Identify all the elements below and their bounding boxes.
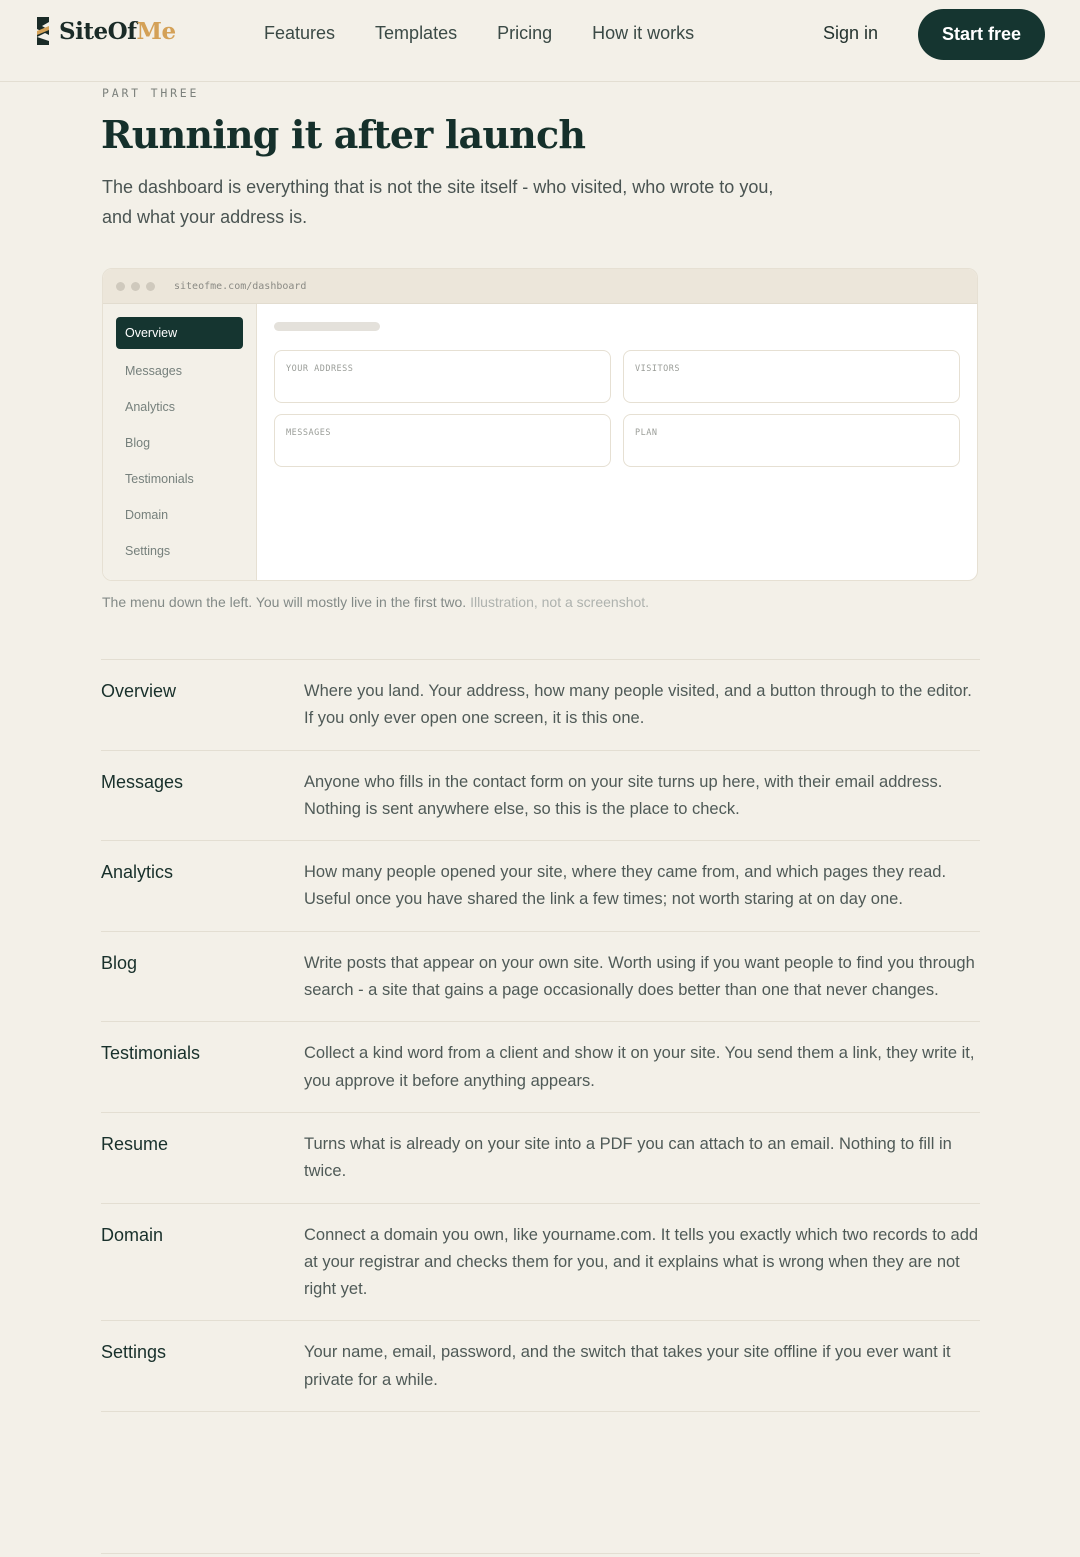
divider	[101, 1553, 980, 1554]
mock-card-plan: PLAN	[623, 414, 960, 467]
mock-sidebar-item-settings: Settings	[125, 544, 171, 558]
feature-row	[101, 660, 980, 751]
feature-description: Connect a domain you own, like yourname.com. It tells you exactly which two records to add at your registrar and checks them for you, and it explains what is wrong when they are not right yet.	[304, 1225, 979, 1299]
top-navigation	[0, 0, 1080, 82]
nav-how-it-works[interactable]: How it works	[592, 23, 695, 43]
mock-sidebar-item-domain: Domain	[125, 508, 169, 522]
dashboard-illustration	[102, 268, 978, 581]
sign-in-link[interactable]: Sign in	[823, 23, 879, 43]
mock-sidebar-item-overview: Overview	[116, 317, 243, 349]
page-title: Running it after launch	[101, 112, 586, 157]
skeleton-bar	[274, 322, 380, 331]
feature-row	[101, 841, 980, 932]
window-dot-icon	[116, 282, 125, 291]
mock-cards	[274, 350, 960, 467]
feature-description: How many people opened your site, where they came from, and which pages they read. Useful once you have shared the link a few times; not worth staring at on day one.	[304, 863, 947, 909]
feature-description: Write posts that appear on your own site. Worth using if you want people to find you through search - a site that gains a page occasionally does better than one that never changes.	[304, 953, 975, 1000]
feature-label: Resume	[101, 1133, 169, 1154]
feature-row	[101, 932, 980, 1023]
illustration-caption: The menu down the left. You will mostly live in the first two. Illustration, not a screenshot.	[102, 594, 650, 610]
feature-label: Analytics	[101, 862, 174, 883]
logo-mark-icon	[34, 17, 52, 45]
feature-label: Testimonials	[101, 1043, 201, 1064]
feature-label: Messages	[101, 771, 184, 792]
mock-main	[257, 304, 977, 581]
mock-sidebar-item-messages: Messages	[125, 364, 182, 378]
feature-label: Overview	[101, 681, 177, 701]
feature-list	[101, 659, 980, 1412]
mock-card-address: YOUR ADDRESS	[274, 350, 611, 403]
browser-bar	[103, 269, 977, 304]
mock-card-visitors: VISITORS	[623, 350, 960, 403]
mock-sidebar-item-analytics: Analytics	[125, 400, 176, 414]
window-dot-icon	[146, 282, 155, 291]
mock-sidebar-item-blog: Blog	[125, 436, 151, 450]
browser-url: siteofme.com/dashboard	[174, 280, 307, 292]
nav-pricing[interactable]: Pricing	[497, 23, 553, 43]
feature-row	[101, 1022, 980, 1113]
mock-card-messages: MESSAGES	[274, 414, 611, 467]
feature-description: Collect a kind word from a client and show it on your site. You send them a link, they write it, you approve it before anything appears.	[304, 1044, 975, 1090]
feature-description: Your name, email, password, and the switch that takes your site offline if you ever want it private for a while.	[304, 1343, 951, 1389]
nav-features[interactable]: Features	[264, 23, 336, 43]
intro-paragraph: The dashboard is everything that is not the site itself - who visited, who wrote to you, and what your address is.	[102, 177, 774, 227]
feature-row	[101, 1321, 980, 1412]
feature-row	[101, 1204, 980, 1322]
logo[interactable]	[34, 17, 176, 45]
feature-description: Turns what is already on your site into a PDF you can attach to an email. Nothing to fill in twice.	[304, 1134, 952, 1181]
feature-label: Settings	[101, 1342, 167, 1363]
feature-label: Blog	[101, 952, 138, 973]
mock-sidebar-item-testimonials: Testimonials	[125, 472, 194, 486]
logo-text: SiteOfMe	[59, 17, 176, 45]
window-dot-icon	[131, 282, 140, 291]
main-nav	[264, 23, 694, 44]
feature-description: Where you land. Your address, how many people visited, and a button through to the editor. If you only ever open one screen, it is this one.	[304, 682, 972, 728]
feature-label: Domain	[101, 1224, 164, 1245]
mock-sidebar	[103, 304, 257, 581]
browser-body	[103, 304, 977, 581]
section-eyebrow: PART THREE	[102, 86, 200, 100]
feature-row	[101, 1113, 980, 1204]
start-free-button[interactable]: Start free	[918, 9, 1045, 60]
nav-templates[interactable]: Templates	[375, 23, 458, 43]
feature-row	[101, 751, 980, 842]
feature-description: Anyone who fills in the contact form on your site turns up here, with their email address. Nothing is sent anywhere else, so this is the place to check.	[304, 772, 943, 818]
